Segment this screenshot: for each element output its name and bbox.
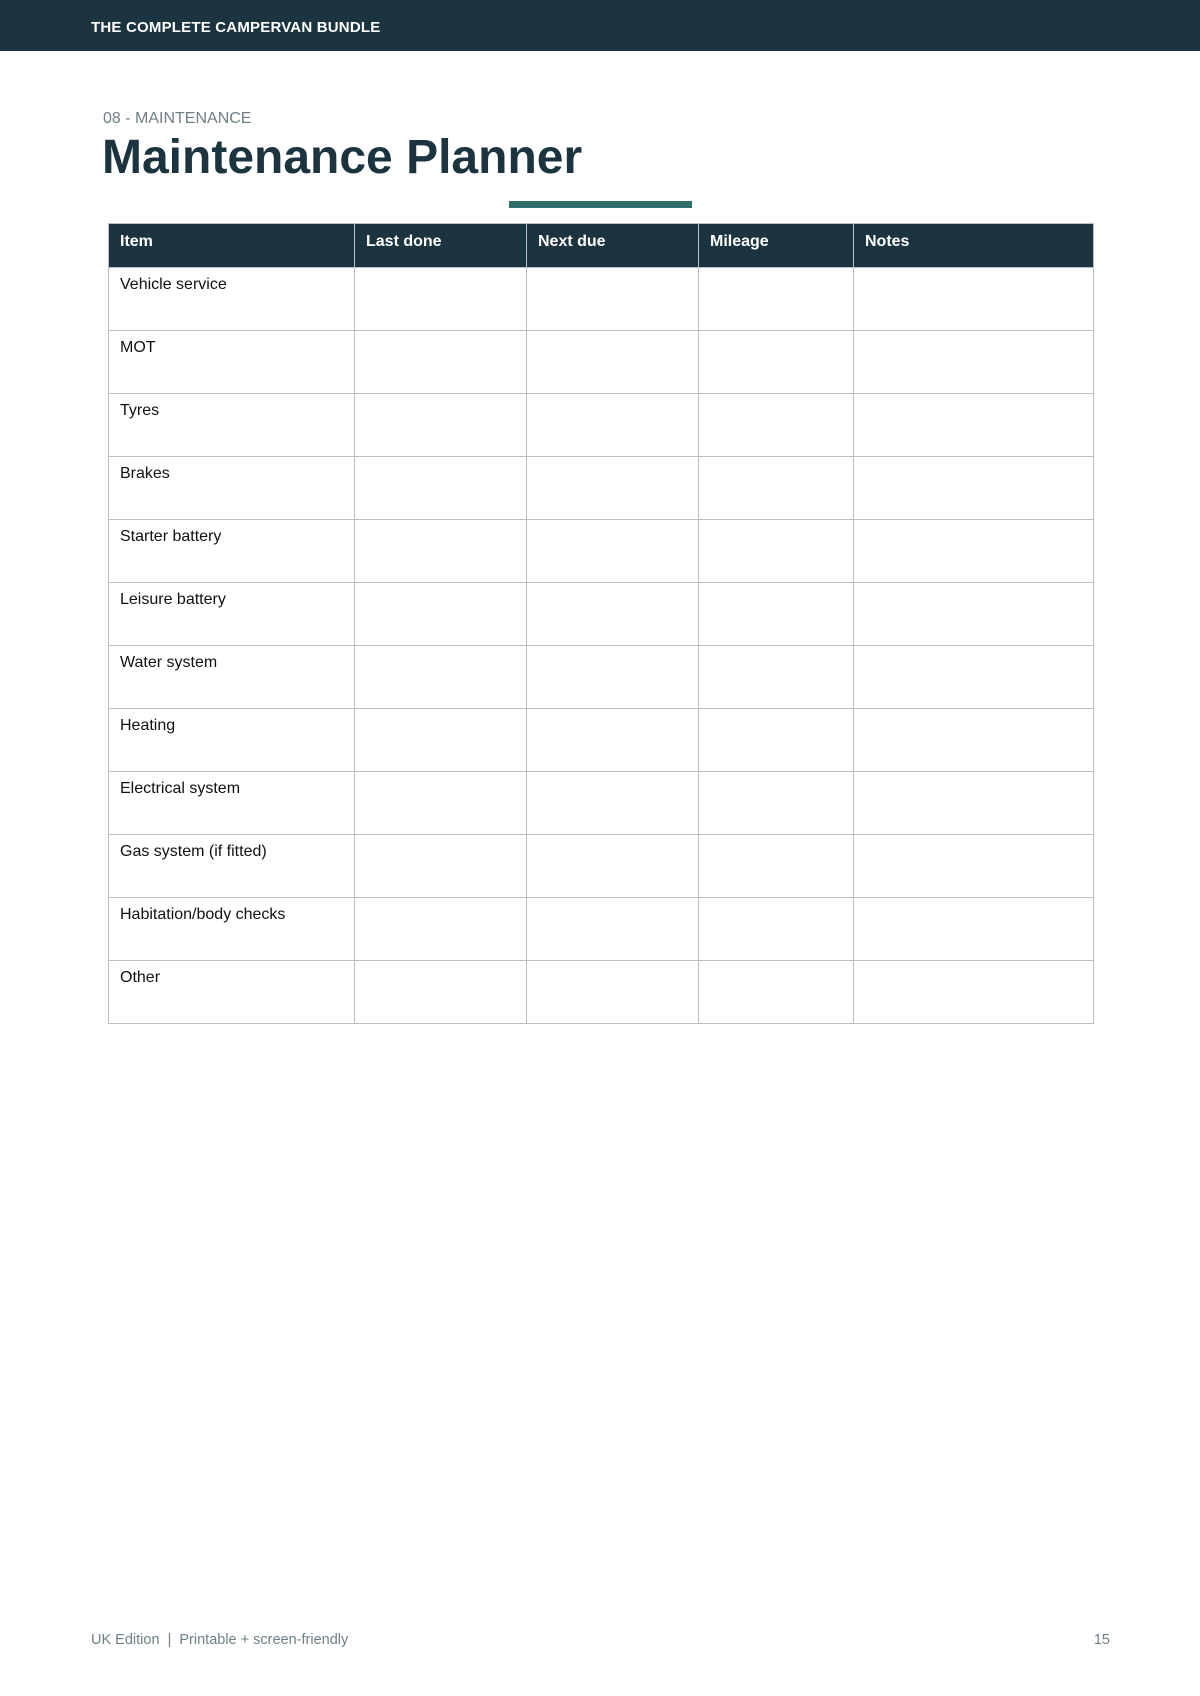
cell-next-due[interactable] <box>527 331 699 394</box>
cell-mileage[interactable] <box>699 772 854 835</box>
cell-item: Brakes <box>109 457 355 520</box>
table-row <box>109 457 1094 520</box>
section-label: 08 - MAINTENANCE <box>103 110 252 127</box>
cell-last-done[interactable] <box>355 772 527 835</box>
cell-item: MOT <box>109 331 355 394</box>
cell-item: Other <box>109 961 355 1024</box>
cell-notes[interactable] <box>854 457 1094 520</box>
cell-notes[interactable] <box>854 646 1094 709</box>
table-row <box>109 961 1094 1024</box>
cell-next-due[interactable] <box>527 835 699 898</box>
cell-last-done[interactable] <box>355 583 527 646</box>
cell-next-due[interactable] <box>527 268 699 331</box>
footer-edition: UK Edition | Printable + screen-friendly <box>91 1632 349 1648</box>
cell-last-done[interactable] <box>355 268 527 331</box>
cell-notes[interactable] <box>854 835 1094 898</box>
cell-last-done[interactable] <box>355 835 527 898</box>
cell-notes[interactable] <box>854 520 1094 583</box>
cell-notes[interactable] <box>854 268 1094 331</box>
column-header-notes: Notes <box>854 224 1094 268</box>
cell-next-due[interactable] <box>527 898 699 961</box>
cell-notes[interactable] <box>854 898 1094 961</box>
cell-last-done[interactable] <box>355 898 527 961</box>
table-row <box>109 268 1094 331</box>
cell-item: Tyres <box>109 394 355 457</box>
cell-item: Electrical system <box>109 772 355 835</box>
cell-mileage[interactable] <box>699 520 854 583</box>
cell-mileage[interactable] <box>699 457 854 520</box>
cell-last-done[interactable] <box>355 394 527 457</box>
cell-notes[interactable] <box>854 394 1094 457</box>
cell-last-done[interactable] <box>355 961 527 1024</box>
cell-mileage[interactable] <box>699 709 854 772</box>
cell-next-due[interactable] <box>527 709 699 772</box>
cell-last-done[interactable] <box>355 520 527 583</box>
page-title: Maintenance Planner <box>102 131 583 184</box>
column-header-last-done: Last done <box>355 224 527 268</box>
table-row <box>109 394 1094 457</box>
column-header-next-due: Next due <box>527 224 699 268</box>
cell-notes[interactable] <box>854 961 1094 1024</box>
table-row <box>109 835 1094 898</box>
cell-last-done[interactable] <box>355 709 527 772</box>
cell-last-done[interactable] <box>355 331 527 394</box>
cell-item: Vehicle service <box>109 268 355 331</box>
table-row <box>109 331 1094 394</box>
table-body <box>109 268 1094 1024</box>
table-row <box>109 520 1094 583</box>
cell-next-due[interactable] <box>527 646 699 709</box>
table-row <box>109 772 1094 835</box>
cell-next-due[interactable] <box>527 457 699 520</box>
cell-next-due[interactable] <box>527 772 699 835</box>
cell-mileage[interactable] <box>699 898 854 961</box>
cell-mileage[interactable] <box>699 583 854 646</box>
column-header-item: Item <box>109 224 355 268</box>
cell-item: Heating <box>109 709 355 772</box>
table-row <box>109 709 1094 772</box>
table-row <box>109 646 1094 709</box>
page-number: 15 <box>1093 1632 1110 1648</box>
cell-next-due[interactable] <box>527 583 699 646</box>
cell-notes[interactable] <box>854 331 1094 394</box>
cell-mileage[interactable] <box>699 331 854 394</box>
cell-next-due[interactable] <box>527 394 699 457</box>
cell-mileage[interactable] <box>699 646 854 709</box>
cell-item: Water system <box>109 646 355 709</box>
cell-mileage[interactable] <box>699 835 854 898</box>
cell-notes[interactable] <box>854 583 1094 646</box>
bundle-title: THE COMPLETE CAMPERVAN BUNDLE <box>91 19 381 36</box>
cell-item: Habitation/body checks <box>109 898 355 961</box>
cell-last-done[interactable] <box>355 457 527 520</box>
cell-last-done[interactable] <box>355 646 527 709</box>
cell-item: Leisure battery <box>109 583 355 646</box>
maintenance-table <box>108 223 1094 1024</box>
cell-mileage[interactable] <box>699 961 854 1024</box>
cell-mileage[interactable] <box>699 268 854 331</box>
cell-item: Starter battery <box>109 520 355 583</box>
cell-item: Gas system (if fitted) <box>109 835 355 898</box>
table-row <box>109 583 1094 646</box>
header-bar <box>0 0 1200 51</box>
table-header-row <box>109 224 1094 268</box>
cell-mileage[interactable] <box>699 394 854 457</box>
title-accent-rule <box>509 201 692 208</box>
table-row <box>109 898 1094 961</box>
cell-notes[interactable] <box>854 709 1094 772</box>
column-header-mileage: Mileage <box>699 224 854 268</box>
cell-notes[interactable] <box>854 772 1094 835</box>
cell-next-due[interactable] <box>527 961 699 1024</box>
cell-next-due[interactable] <box>527 520 699 583</box>
